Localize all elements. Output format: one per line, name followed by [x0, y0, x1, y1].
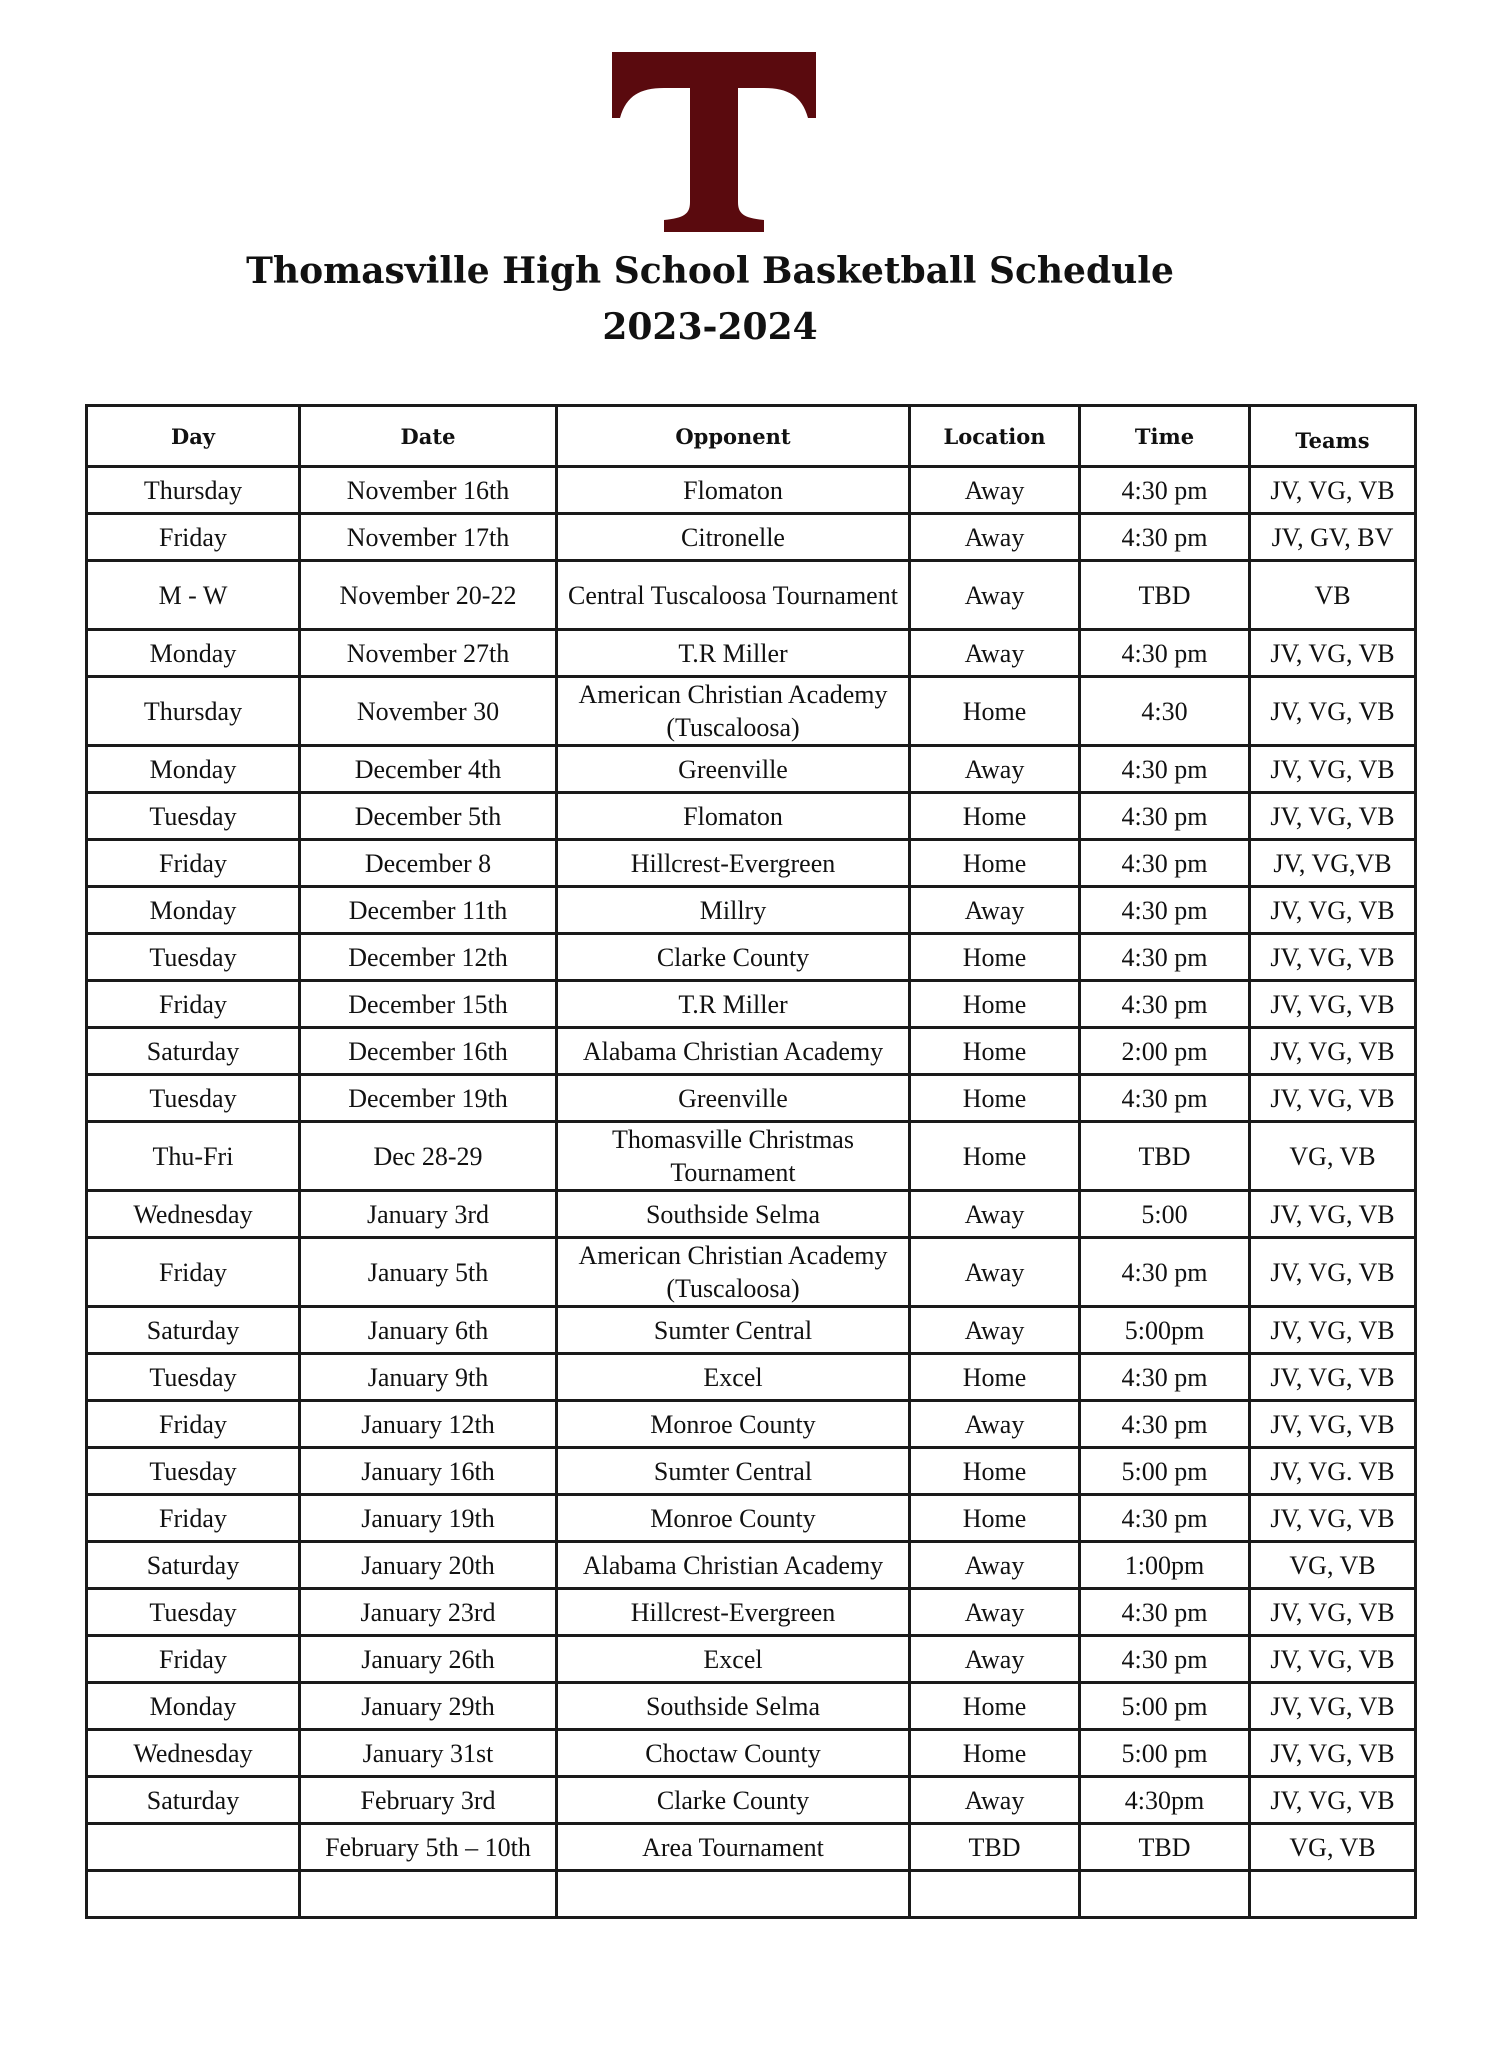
opponent-cell: Greenville — [557, 1075, 910, 1122]
time-cell: 4:30 pm — [1080, 630, 1250, 677]
teams-cell: JV, GV, BV — [1250, 514, 1416, 561]
teams-cell: JV, VG, VB — [1250, 1730, 1416, 1777]
teams-cell: VG, VB — [1250, 1542, 1416, 1589]
date-cell: December 15th — [300, 981, 557, 1028]
teams-cell: VG, VB — [1250, 1824, 1416, 1871]
schedule-table — [85, 404, 1417, 1919]
date-cell: January 29th — [300, 1683, 557, 1730]
time-cell: 4:30pm — [1080, 1777, 1250, 1824]
table-row — [87, 1191, 1416, 1238]
table-row — [87, 934, 1416, 981]
time-cell: 4:30 pm — [1080, 1354, 1250, 1401]
time-cell: 5:00 pm — [1080, 1448, 1250, 1495]
time-cell: TBD — [1080, 1824, 1250, 1871]
header-day: Day — [87, 406, 300, 467]
location-cell: Away — [910, 514, 1080, 561]
page-title: Thomasville High School Basketball Schedule — [246, 250, 1174, 292]
time-cell: TBD — [1080, 561, 1250, 630]
time-cell: 4:30 pm — [1080, 887, 1250, 934]
table-row — [87, 793, 1416, 840]
schedule-body — [87, 467, 1416, 1918]
time-cell: 4:30 pm — [1080, 514, 1250, 561]
header-teams: Teams — [1250, 406, 1416, 467]
teams-cell: JV, VG, VB — [1250, 630, 1416, 677]
day-cell: Tuesday — [87, 1075, 300, 1122]
teams-cell: JV, VG, VB — [1250, 1191, 1416, 1238]
time-cell — [1080, 1871, 1250, 1918]
day-cell: Monday — [87, 746, 300, 793]
header-location: Location — [910, 406, 1080, 467]
time-cell: 5:00 pm — [1080, 1730, 1250, 1777]
time-cell: 1:00pm — [1080, 1542, 1250, 1589]
teams-cell: JV, VG, VB — [1250, 1401, 1416, 1448]
time-cell: TBD — [1080, 1122, 1250, 1191]
location-cell: Home — [910, 1075, 1080, 1122]
teams-cell: JV, VG, VB — [1250, 1307, 1416, 1354]
opponent-cell: Greenville — [557, 746, 910, 793]
date-cell: December 16th — [300, 1028, 557, 1075]
location-cell: Away — [910, 561, 1080, 630]
time-cell: 4:30 pm — [1080, 1495, 1250, 1542]
day-cell: Friday — [87, 981, 300, 1028]
table-row — [87, 1354, 1416, 1401]
teams-cell: JV, VG, VB — [1250, 467, 1416, 514]
time-cell: 4:30 pm — [1080, 467, 1250, 514]
date-cell: December 4th — [300, 746, 557, 793]
table-row — [87, 1075, 1416, 1122]
table-row — [87, 746, 1416, 793]
time-cell: 4:30 pm — [1080, 1636, 1250, 1683]
location-cell: Away — [910, 1307, 1080, 1354]
location-cell: Home — [910, 981, 1080, 1028]
date-cell: January 16th — [300, 1448, 557, 1495]
table-row — [87, 1589, 1416, 1636]
date-cell: December 5th — [300, 793, 557, 840]
day-cell — [87, 1871, 300, 1918]
date-cell: January 5th — [300, 1238, 557, 1307]
opponent-cell: American Christian Academy (Tuscaloosa) — [557, 677, 910, 746]
opponent-cell: Alabama Christian Academy — [557, 1028, 910, 1075]
day-cell: Saturday — [87, 1542, 300, 1589]
table-row — [87, 677, 1416, 746]
teams-cell: JV, VG, VB — [1250, 887, 1416, 934]
date-cell: November 17th — [300, 514, 557, 561]
table-row — [87, 1401, 1416, 1448]
date-cell: January 20th — [300, 1542, 557, 1589]
teams-cell: JV, VG, VB — [1250, 1589, 1416, 1636]
teams-cell: JV, VG, VB — [1250, 1683, 1416, 1730]
header-date: Date — [300, 406, 557, 467]
t-letter-shape — [612, 52, 816, 232]
location-cell: Away — [910, 1777, 1080, 1824]
location-cell: Away — [910, 630, 1080, 677]
teams-cell: VG, VB — [1250, 1122, 1416, 1191]
time-cell: 4:30 pm — [1080, 934, 1250, 981]
time-cell: 4:30 pm — [1080, 793, 1250, 840]
table-row — [87, 1238, 1416, 1307]
day-cell: Friday — [87, 1401, 300, 1448]
location-cell: Home — [910, 1495, 1080, 1542]
teams-cell — [1250, 1871, 1416, 1918]
time-cell: 5:00pm — [1080, 1307, 1250, 1354]
table-row — [87, 1448, 1416, 1495]
time-cell: 5:00 pm — [1080, 1683, 1250, 1730]
table-row — [87, 467, 1416, 514]
time-cell: 4:30 pm — [1080, 981, 1250, 1028]
location-cell: Away — [910, 1636, 1080, 1683]
opponent-cell: Citronelle — [557, 514, 910, 561]
day-cell — [87, 1824, 300, 1871]
date-cell: February 5th – 10th — [300, 1824, 557, 1871]
table-row — [87, 630, 1416, 677]
opponent-cell: Area Tournament — [557, 1824, 910, 1871]
day-cell: Friday — [87, 1238, 300, 1307]
location-cell: Away — [910, 467, 1080, 514]
header-opponent: Opponent — [557, 406, 910, 467]
location-cell: Home — [910, 934, 1080, 981]
table-row — [87, 840, 1416, 887]
table-row — [87, 1824, 1416, 1871]
teams-cell: VB — [1250, 561, 1416, 630]
date-cell: November 20-22 — [300, 561, 557, 630]
opponent-cell: Flomaton — [557, 467, 910, 514]
opponent-cell: Sumter Central — [557, 1307, 910, 1354]
opponent-cell: Millry — [557, 887, 910, 934]
time-cell: 2:00 pm — [1080, 1028, 1250, 1075]
day-cell: Thursday — [87, 677, 300, 746]
date-cell: February 3rd — [300, 1777, 557, 1824]
teams-cell: JV, VG, VB — [1250, 746, 1416, 793]
time-cell: 4:30 — [1080, 677, 1250, 746]
day-cell: Wednesday — [87, 1730, 300, 1777]
opponent-cell: Sumter Central — [557, 1448, 910, 1495]
day-cell: Friday — [87, 1495, 300, 1542]
date-cell: January 31st — [300, 1730, 557, 1777]
day-cell: Thursday — [87, 467, 300, 514]
date-cell: November 30 — [300, 677, 557, 746]
time-cell: 4:30 pm — [1080, 840, 1250, 887]
location-cell: Away — [910, 1401, 1080, 1448]
date-cell: January 19th — [300, 1495, 557, 1542]
table-row — [87, 887, 1416, 934]
date-cell: November 16th — [300, 467, 557, 514]
header-time: Time — [1080, 406, 1250, 467]
date-cell: December 8 — [300, 840, 557, 887]
day-cell: Monday — [87, 630, 300, 677]
day-cell: Friday — [87, 514, 300, 561]
teams-cell: JV, VG, VB — [1250, 1028, 1416, 1075]
teams-cell: JV, VG, VB — [1250, 1354, 1416, 1401]
date-cell — [300, 1871, 557, 1918]
season-subtitle: 2023-2024 — [602, 306, 818, 348]
day-cell: Tuesday — [87, 793, 300, 840]
teams-cell: JV, VG, VB — [1250, 934, 1416, 981]
opponent-cell: Monroe County — [557, 1401, 910, 1448]
teams-cell: JV, VG, VB — [1250, 1636, 1416, 1683]
location-cell: Home — [910, 1028, 1080, 1075]
teams-cell: JV, VG, VB — [1250, 1495, 1416, 1542]
opponent-cell: American Christian Academy (Tuscaloosa) — [557, 1238, 910, 1307]
location-cell: Away — [910, 1542, 1080, 1589]
teams-cell: JV, VG, VB — [1250, 1075, 1416, 1122]
opponent-cell: Clarke County — [557, 1777, 910, 1824]
day-cell: M - W — [87, 561, 300, 630]
table-row — [87, 981, 1416, 1028]
time-cell: 4:30 pm — [1080, 1075, 1250, 1122]
day-cell: Saturday — [87, 1777, 300, 1824]
day-cell: Monday — [87, 887, 300, 934]
table-row — [87, 1777, 1416, 1824]
teams-cell: JV, VG, VB — [1250, 981, 1416, 1028]
day-cell: Saturday — [87, 1307, 300, 1354]
opponent-cell: Flomaton — [557, 793, 910, 840]
table-row — [87, 1683, 1416, 1730]
location-cell: Home — [910, 793, 1080, 840]
opponent-cell: Alabama Christian Academy — [557, 1542, 910, 1589]
location-cell: Home — [910, 1448, 1080, 1495]
opponent-cell: Southside Selma — [557, 1191, 910, 1238]
date-cell: January 3rd — [300, 1191, 557, 1238]
opponent-cell: Central Tuscaloosa Tournament — [557, 561, 910, 630]
teams-cell: JV, VG, VB — [1250, 677, 1416, 746]
day-cell: Wednesday — [87, 1191, 300, 1238]
opponent-cell — [557, 1871, 910, 1918]
opponent-cell: T.R Miller — [557, 981, 910, 1028]
opponent-cell: Thomasville Christmas Tournament — [557, 1122, 910, 1191]
teams-cell: JV, VG,VB — [1250, 840, 1416, 887]
day-cell: Thu-Fri — [87, 1122, 300, 1191]
time-cell: 5:00 — [1080, 1191, 1250, 1238]
teams-cell: JV, VG. VB — [1250, 1448, 1416, 1495]
date-cell: November 27th — [300, 630, 557, 677]
opponent-cell: Excel — [557, 1354, 910, 1401]
day-cell: Saturday — [87, 1028, 300, 1075]
date-cell: January 9th — [300, 1354, 557, 1401]
location-cell: Home — [910, 840, 1080, 887]
date-cell: December 19th — [300, 1075, 557, 1122]
teams-cell: JV, VG, VB — [1250, 1777, 1416, 1824]
location-cell: Home — [910, 1683, 1080, 1730]
time-cell: 4:30 pm — [1080, 1589, 1250, 1636]
location-cell — [910, 1871, 1080, 1918]
teams-cell: JV, VG, VB — [1250, 793, 1416, 840]
table-row — [87, 1542, 1416, 1589]
location-cell: Away — [910, 1589, 1080, 1636]
opponent-cell: Hillcrest-Evergreen — [557, 1589, 910, 1636]
time-cell: 4:30 pm — [1080, 1238, 1250, 1307]
opponent-cell: Hillcrest-Evergreen — [557, 840, 910, 887]
location-cell: Home — [910, 1122, 1080, 1191]
time-cell: 4:30 pm — [1080, 746, 1250, 793]
table-row — [87, 561, 1416, 630]
location-cell: Away — [910, 746, 1080, 793]
opponent-cell: Southside Selma — [557, 1683, 910, 1730]
date-cell: January 6th — [300, 1307, 557, 1354]
location-cell: TBD — [910, 1824, 1080, 1871]
table-row — [87, 1636, 1416, 1683]
location-cell: Home — [910, 677, 1080, 746]
location-cell: Away — [910, 1191, 1080, 1238]
school-t-logo — [612, 52, 816, 232]
date-cell: Dec 28-29 — [300, 1122, 557, 1191]
table-row — [87, 1122, 1416, 1191]
day-cell: Tuesday — [87, 1448, 300, 1495]
day-cell: Tuesday — [87, 1354, 300, 1401]
opponent-cell: Choctaw County — [557, 1730, 910, 1777]
table-row — [87, 1307, 1416, 1354]
table-row — [87, 1028, 1416, 1075]
day-cell: Tuesday — [87, 934, 300, 981]
teams-cell: JV, VG, VB — [1250, 1238, 1416, 1307]
date-cell: December 11th — [300, 887, 557, 934]
location-cell: Home — [910, 1730, 1080, 1777]
date-cell: January 23rd — [300, 1589, 557, 1636]
day-cell: Friday — [87, 840, 300, 887]
location-cell: Away — [910, 887, 1080, 934]
header-row — [87, 406, 1416, 467]
opponent-cell: Monroe County — [557, 1495, 910, 1542]
table-row — [87, 1871, 1416, 1918]
table-row — [87, 1730, 1416, 1777]
table-row — [87, 1495, 1416, 1542]
day-cell: Tuesday — [87, 1589, 300, 1636]
opponent-cell: Clarke County — [557, 934, 910, 981]
time-cell: 4:30 pm — [1080, 1401, 1250, 1448]
opponent-cell: Excel — [557, 1636, 910, 1683]
day-cell: Friday — [87, 1636, 300, 1683]
location-cell: Home — [910, 1354, 1080, 1401]
date-cell: January 26th — [300, 1636, 557, 1683]
date-cell: December 12th — [300, 934, 557, 981]
date-cell: January 12th — [300, 1401, 557, 1448]
opponent-cell: T.R Miller — [557, 630, 910, 677]
table-row — [87, 514, 1416, 561]
location-cell: Away — [910, 1238, 1080, 1307]
day-cell: Monday — [87, 1683, 300, 1730]
